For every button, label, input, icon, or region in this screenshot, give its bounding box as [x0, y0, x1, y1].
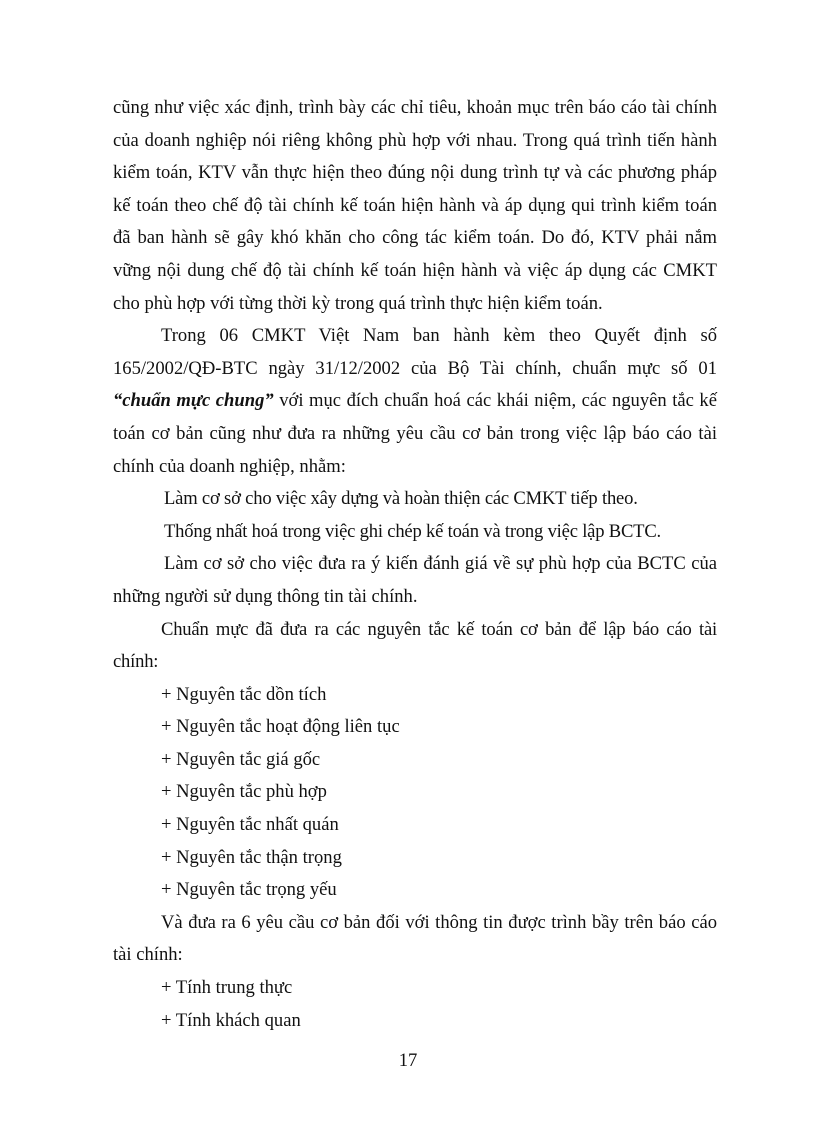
principle-item: + Nguyên tắc giá gốc: [161, 748, 321, 770]
principle-item: + Nguyên tắc phù hợp: [161, 781, 327, 803]
principle-item: + Nguyên tắc dồn tích: [161, 683, 327, 705]
principle-item: + Nguyên tắc nhất quán: [161, 814, 339, 836]
paragraph-continuation: cũng như việc xác định, trình bày các chỉ tiêu, khoản mục trên báo cáo tài chính của doanh nghiệp nói riêng không phù hợp với nhau. Trong quá trình tiến hành kiểm toán, KTV vẫn thực hiện theo đúng nội dung trình tự và các phương pháp kế toán theo chế độ tài chính kế toán hiện hành và áp dụng qui trình kiểm toán đã ban hành sẽ gây khó khăn cho công tác kiểm toán. Do đó, KTV phải nắm vững nội dung chế độ tài chính kế toán hiện hành và việc áp dụng các CMKT cho phù hợp với từng thời kỳ trong quá trình thực hiện kiểm toán.: [113, 97, 717, 314]
requirements-intro: Và đưa ra 6 yêu cầu cơ bản đối với thông tin được trình bầy trên báo cáo tài chính:: [113, 911, 717, 966]
paragraph-standards-text-1: Trong 06 CMKT Việt Nam ban hành kèm theo Quyết định số 165/2002/QĐ-BTC ngày 31/12/2002 của Bộ Tài chính, chuẩn mực số 01: [113, 325, 717, 379]
aim-item-1: Làm cơ sở cho việc xây dựng và hoàn thiện các CMKT tiếp theo.: [164, 488, 638, 510]
paragraph-standards-text-2: với mục đích chuẩn hoá các khái niệm, các nguyên tắc kế toán cơ bản cũng như đưa ra những yêu cầu cơ bản trong việc lập báo cáo tài chính của doanh nghiệp, nhằm:: [113, 390, 717, 477]
page-number: 17: [398, 1050, 418, 1071]
standard-name-chuan-muc-chung: “chuẩn mực chung”: [113, 390, 274, 412]
aim-item-2: Thống nhất hoá trong việc ghi chép kế toán và trong việc lập BCTC.: [164, 520, 661, 542]
requirement-item: + Tính trung thực: [161, 977, 293, 999]
aim-item-3: Làm cơ sở cho việc đưa ra ý kiến đánh giá về sự phù hợp của BCTC của những người sử dụng thông tin tài chính.: [113, 553, 717, 607]
principle-item: + Nguyên tắc hoạt động liên tục: [161, 716, 400, 738]
principle-item: + Nguyên tắc trọng yếu: [161, 879, 337, 901]
principles-intro: Chuẩn mực đã đưa ra các nguyên tắc kế toán cơ bản để lập báo cáo tài chính:: [113, 618, 717, 673]
principle-item: + Nguyên tắc thận trọng: [161, 846, 342, 868]
page-body: [113, 92, 717, 1037]
requirement-item: + Tính khách quan: [161, 1009, 301, 1031]
paragraph-standards: [113, 320, 717, 483]
